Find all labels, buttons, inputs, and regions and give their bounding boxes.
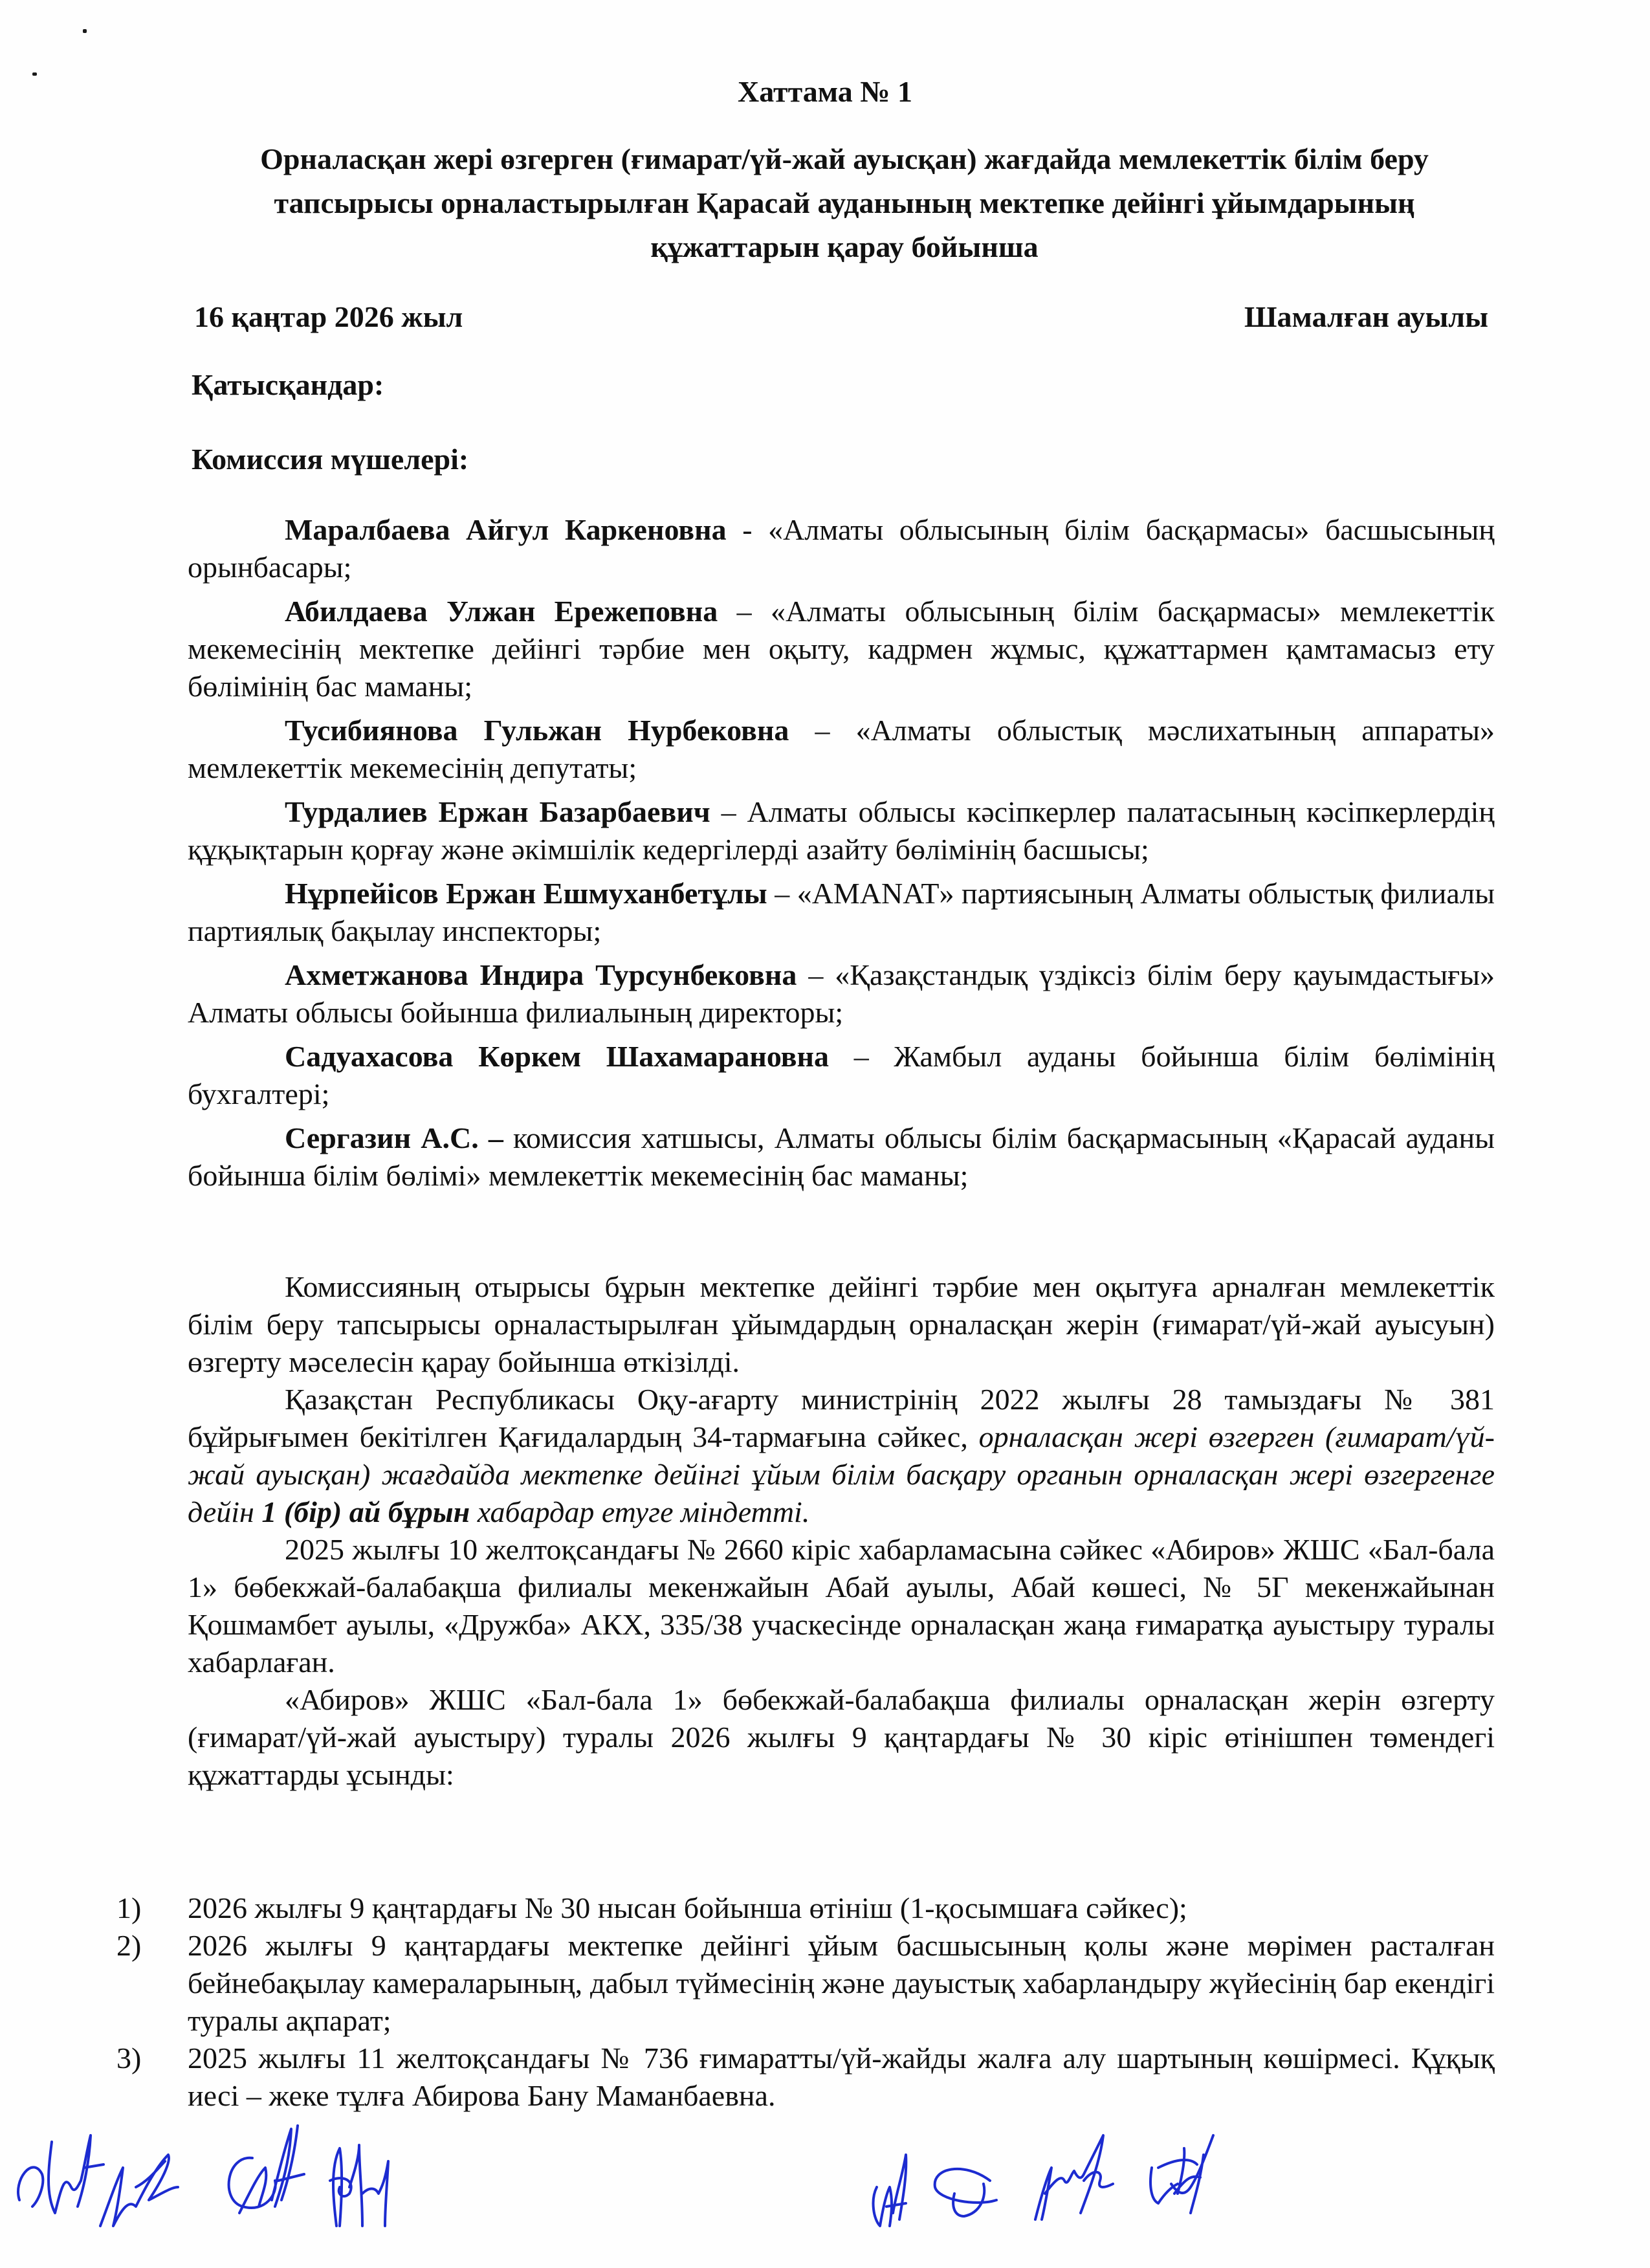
member-name: Садуахасова Көркем Шахамарановна	[285, 1040, 830, 1073]
signatures-row	[0, 2116, 1650, 2265]
member-name: Нұрпейісов Ержан Ешмуханбетұлы	[285, 877, 767, 910]
list-item-number: 1)	[116, 1891, 142, 1924]
signature-4	[324, 2129, 395, 2239]
signature-8	[1139, 2122, 1223, 2226]
member-role: «Алматы облысының білім басқармасы» мемлекеттік мекемесінің мектепке дейінгі тәрбие мен оқыту, кадрмен жұмыс, құжаттармен қамтамасыз ету бөлімінің бас маманы;	[188, 595, 1495, 703]
member-name: Тусибиянова Гульжан Нурбековна	[285, 714, 789, 747]
signature-1	[13, 2129, 104, 2232]
member-name: Маралбаева Айгул Каркеновна	[285, 513, 727, 546]
member-entry: Абилдаева Улжан Ережеповна – «Алматы облысының білім басқармасы» мемлекеттік мекемесінің мектепке дейінгі тәрбие мен оқыту, кадрмен жұмыс, құжаттармен қамтамасыз ету бөлімінің бас маманы;	[188, 595, 1495, 703]
list-item-text: 2026 жылғы 9 қаңтардағы мектепке дейінгі ұйым басшысының қолы және мөрімен расталған бейнебақылау камераларының, дабыл түймесінің және дауыстық хабарландыру жүйесінің бар екендігі туралы ақпарат;	[188, 1929, 1495, 2037]
member-role: «AMANAT» партиясының Алматы облыстық филиалы партиялық бақылау инспекторы;	[188, 877, 1495, 947]
list-item-text: 2026 жылғы 9 қаңтардағы № 30 нысан бойынша өтініш (1-қосымшаға сәйкес);	[188, 1891, 1187, 1924]
document-subtitle: Орналасқан жері өзгерген (ғимарат/үй-жай ауысқан) жағдайда мемлекеттік білім беру тапсырысы орналастырылған Қарасай ауданының мектепке дейінгі ұйымдарының құжаттарын қарау бойынша	[260, 142, 1429, 263]
participants-label: Қатысқандар:	[192, 368, 384, 401]
signature-7	[1029, 2129, 1119, 2232]
signature-5	[867, 2148, 912, 2232]
paragraph-legal-basis: Қазақстан Республикасы Оқу-ағарту министрінің 2022 жылғы 28 тамыздағы № 381 бұйрығымен бекітілген Қағидалардың 34-тармағына сәйкес, орналасқан жері өзгерген (ғимарат/үй-жай ауысқан) жағдайда мектепке дейінгі ұйым білім басқару органын орналасқан жері өзгергенге дейін 1 (бір) ай бұрын хабардар етуге міндетті.	[188, 1383, 1495, 1528]
members-label: Комиссия мүшелері:	[192, 443, 469, 476]
member-role: «Алматы облысының білім басқармасы» басшысының орынбасары;	[188, 513, 1495, 584]
member-name: Сергазин А.С. –	[285, 1121, 503, 1154]
list-item-text: 2025 жылғы 11 желтоқсандағы № 736 ғимаратты/үй-жайды жалға алу шартының көшірмесі. Құқық иесі – жеке тұлға Абирова Бану Маманбаевна.	[188, 2042, 1495, 2112]
member-entry: Ахметжанова Индира Турсунбековна – «Қазақстандық үздіксіз білім беру қауымдастығы» Алматы облысы бойынша филиалының директоры;	[188, 958, 1495, 1029]
list-item-number: 3)	[116, 2042, 142, 2075]
member-entry: Нұрпейісов Ержан Ешмуханбетұлы – «AMANAT» партиясының Алматы облыстық филиалы партиялық бақылау инспекторы;	[188, 877, 1495, 947]
list-item	[116, 1889, 1495, 1927]
member-entry: Маралбаева Айгул Каркеновна - «Алматы облысының білім басқармасы» басшысының орынбасары;	[188, 513, 1495, 584]
members-list	[188, 511, 1495, 1201]
member-entry: Турдалиев Ержан Базарбаевич – Алматы облысы кәсіпкерлер палатасының кәсіпкерлердің құқықтарын қорғау және әкімшілік кедергілерді азайту бөлімінің басшысы;	[188, 795, 1495, 866]
list-item	[116, 1927, 1495, 2040]
member-entry: Тусибиянова Гульжан Нурбековна – «Алматы облыстық мәслихатының аппараты» мемлекеттік мекемесінің депутаты;	[188, 714, 1495, 784]
signature-3	[214, 2122, 317, 2232]
paragraph-application: «Абиров» ЖШС «Бал-бала 1» бөбекжай-балабақша филиалы орналасқан жерін өзгерту (ғимарат/үй-жай ауыстыру) туралы 2026 жылғы 9 қаңтардағы № 30 кіріс өтінішпен төмендегі құжаттарды ұсынды:	[188, 1683, 1495, 1791]
member-name: Абилдаева Улжан Ережеповна	[285, 595, 718, 628]
member-role: «Қазақстандық үздіксіз білім беру қауымдастығы» Алматы облысы бойынша филиалының директоры;	[188, 958, 1495, 1029]
paragraph-meeting-purpose: Комиссияның отырысы бұрын мектепке дейінгі тәрбие мен оқытуға арналған мемлекеттік білім беру тапсырысы орналастырылған ұйымдардың орналасқан жерін (ғимарат/үй-жай ауысуын) өзгерту мәселесін қарау бойынша өткізілді.	[188, 1270, 1495, 1378]
submitted-documents-list	[116, 1889, 1495, 2115]
signature-6	[925, 2148, 1003, 2219]
scan-speck	[83, 29, 87, 33]
signature-2	[97, 2142, 181, 2239]
member-role: Алматы облысы кәсіпкерлер палатасының кәсіпкерлердің құқықтарын қорғау және әкімшілік кедергілерді азайту бөлімінің басшысы;	[188, 795, 1495, 866]
paragraph-notification: 2025 жылғы 10 желтоқсандағы № 2660 кіріс хабарламасына сәйкес «Абиров» ЖШС «Бал-бала 1» бөбекжай-балабақша филиалы мекенжайын Абай ауылы, Абай көшесі, № 5Г мекенжайынан Қошмамбет ауылы, «Дружба» АКХ, 335/38 учаскесінде орналасқан жаңа ғимаратқа ауыстыру туралы хабарлаған.	[188, 1533, 1495, 1679]
list-item	[116, 2040, 1495, 2115]
member-role: Жамбыл ауданы бойынша білім бөлімінің бухгалтері;	[188, 1040, 1495, 1110]
document-date: 16 қаңтар 2026 жыл	[194, 300, 463, 333]
member-entry: Садуахасова Көркем Шахамарановна – Жамбыл ауданы бойынша білім бөлімінің бухгалтері;	[188, 1040, 1495, 1110]
document-title: Хаттама № 1	[737, 75, 913, 108]
body-paragraphs	[188, 1268, 1495, 1794]
member-role: «Алматы облыстық мәслихатының аппараты» мемлекеттік мекемесінің депутаты;	[188, 714, 1495, 784]
member-role: комиссия хатшысы, Алматы облысы білім басқармасының «Қарасай ауданы бойынша білім бөлімі» мемлекеттік мекемесінің бас маманы;	[188, 1121, 1495, 1192]
document-place: Шамалған ауылы	[1244, 300, 1488, 333]
member-name: Ахметжанова Индира Турсунбековна	[285, 958, 797, 991]
member-name: Турдалиев Ержан Базарбаевич	[285, 795, 710, 828]
member-entry	[188, 1119, 1495, 1195]
list-item-number: 2)	[116, 1929, 142, 1962]
